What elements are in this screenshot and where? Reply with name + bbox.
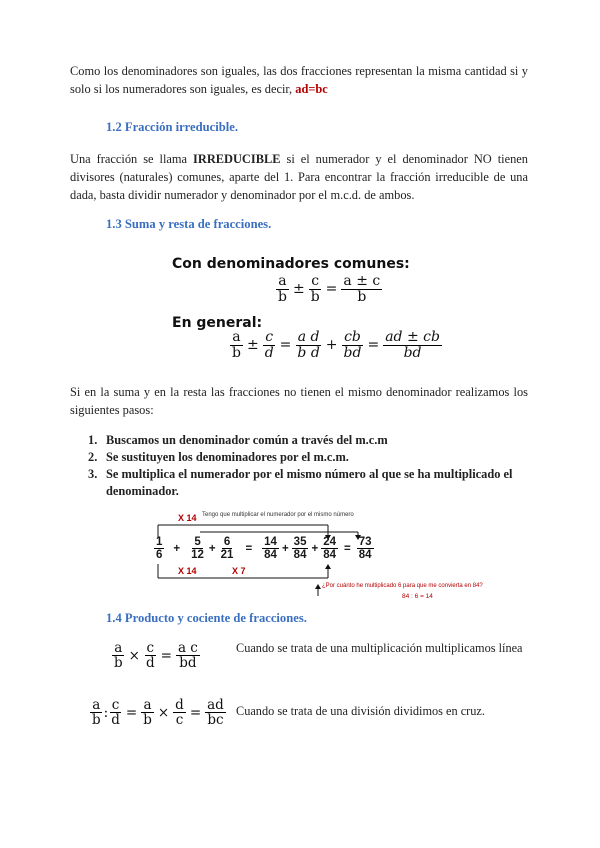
list-item: 3. Se multiplica el numerador por el mismo número al que se ha multiplicado el denominador. [88,467,513,498]
common-denominator-formula: $\frac{a}{b}$ ± $\frac{c}{b}$ = $\frac{a \pm c}{b}$ [278,273,381,305]
section-1-4-title: 1.4 Producto y cociente de fracciones. [106,611,307,625]
steps-list [88,432,528,500]
general-formula: $\frac{a}{b}$ ± $\frac{c}{d}$ = $\frac{\text{a d}}{\text{b d}}$ + $\frac{cb}{bd}$ = $\frac{ad \pm cb}{bd}$ [232,329,440,361]
example-expression: $\frac{1}{6}$ + $\frac{5}{12}$ + $\frac{6}{21}$ = $\frac{14}{84}$ + $\frac{35}{84}$ + $\frac{24}{84}$ = $\frac{73}{84}$ [156,536,372,562]
hint-top-text: Tengo que multiplicar el numerador por el mismo número [202,512,354,518]
list-item: 2. Se sustituyen los denominadores por el m.c.m. [88,450,349,464]
steps-intro-paragraph: Si en la suma y en la resta las fracciones no tienen el mismo denominador realizamos los siguientes pasos: [70,385,528,417]
lcm-example-figure [150,512,490,604]
ad-bc-highlight: ad=bc [295,82,328,96]
irreducible-paragraph: Una fracción se llama IRREDUCIBLE si el numerador y el denominador NO tienen divisores (naturales) comunes, aparte del 1. Para encontrar la fracción irreducible de una dada, basta dividir numerador y denominador por el m.c.d. de ambos. [70,152,528,202]
general-heading: En general: [172,315,263,331]
common-denominators-heading: Con denominadores comunes: [172,256,410,272]
section-1-3-title: 1.3 Suma y resta de fracciones. [106,217,272,231]
multiplier-bottom-label-7: X 7 [232,566,246,576]
list-item: 1. Buscamos un denominador común a través del m.c.m [88,433,388,447]
multiplier-top-label: X 14 [178,513,197,523]
multiplier-bottom-label-14: X 14 [178,566,197,576]
multiplication-description: Cuando se trata de una multiplicación multiplicamos línea [236,641,523,655]
section-1-2-title: 1.2 Fracción irreducible. [106,120,238,134]
division-description: Cuando se trata de una división dividimos en cruz. [236,704,485,718]
hint-bottom-text: ¿Por cuánto he multiplicado 6 para que me convierta en 84? [322,583,483,589]
division-formula: $\frac{a}{b}$ : $\frac{c}{d}$ = $\frac{a}{b}$ × $\frac{d}{c}$ = $\frac{ad}{bc}$ [92,697,224,729]
division-calc-text: 84 : 6 = 14 [402,593,433,600]
intro-paragraph: Como los denominadores son iguales, las dos fracciones representan la misma cantidad si y solo si los numeradores son iguales, es decir, ad=bc [70,64,528,96]
multiplication-formula: $\frac{a}{b}$ × $\frac{c}{d}$ = $\frac{\text{a c}}{bd}$ [114,640,198,672]
